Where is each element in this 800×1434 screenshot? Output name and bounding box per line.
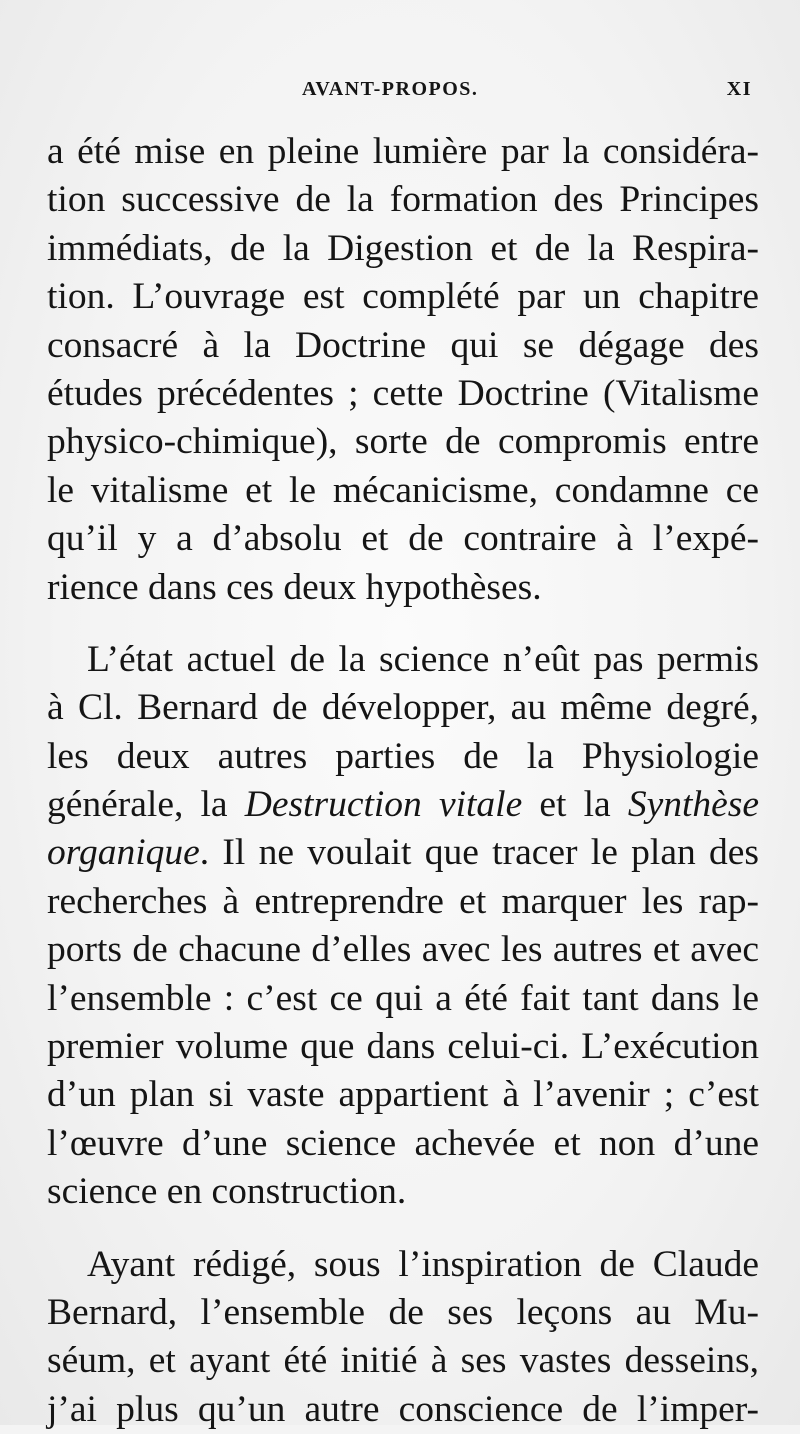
paragraph-3 [47, 1241, 759, 1434]
running-head [0, 78, 800, 102]
body-text [47, 128, 759, 1434]
text-line: séum, et ayant été initié à ses vastes desseins, [47, 1340, 759, 1382]
paragraph-1 [47, 128, 759, 612]
italic-term: Synthèse [627, 784, 760, 826]
text-line: l’ensemble : c’est ce qui a été fait tant dans le [47, 977, 759, 1019]
paragraph-gap [47, 612, 759, 636]
text-line: L’état actuel de la science n’eût pas permis [87, 638, 759, 680]
text-line: le vitalisme et le mécanicisme, condamne ce [47, 469, 759, 511]
text-line: consacré à la Doctrine qui se dégage des [47, 324, 759, 366]
text-line: j’ai plus qu’un autre conscience de l’imper- [47, 1388, 759, 1430]
text-line: immédiats, de la Digestion et de la Respira- [47, 227, 759, 269]
text-line: premier volume que dans celui-ci. L’exécution [47, 1026, 759, 1068]
paragraph-2 [47, 636, 759, 1217]
text-line: rience dans ces deux hypothèses. [47, 566, 542, 608]
text-line: les deux autres parties de la Physiologie [47, 735, 759, 777]
text-line: à Cl. Bernard de développer, au même degré, [47, 687, 759, 729]
text-segment: . Il ne voulait que tracer le plan des [199, 832, 759, 874]
text-line: qu’il y a d’absolu et de contraire à l’expé- [47, 518, 759, 560]
text-line: l’œuvre d’une science achevée et non d’une [47, 1122, 759, 1164]
text-line: ports de chacune d’elles avec les autres et avec [47, 929, 759, 971]
text-line: science en construction. [47, 1171, 407, 1213]
paragraph-gap [47, 1217, 759, 1241]
text-line: physico-chimique), sorte de compromis entre [47, 421, 759, 463]
text-line-with-italics [47, 829, 759, 877]
text-line: Bernard, l’ensemble de ses leçons au Mu- [47, 1291, 759, 1333]
running-title: AVANT-PROPOS. [302, 78, 479, 100]
text-line: recherches à entreprendre et marquer les rap- [47, 880, 759, 922]
text-line: études précédentes ; cette Doctrine (Vitalisme [47, 372, 759, 414]
text-line: tion. L’ouvrage est complété par un chapitre [47, 276, 759, 318]
text-line: a été mise en pleine lumière par la considéra- [47, 131, 759, 172]
italic-term: Destruction vitale [244, 784, 523, 826]
text-segment: et la [539, 784, 611, 826]
text-line: d’un plan si vaste appartient à l’avenir ; c’est [47, 1074, 759, 1116]
text-line: tion successive de la formation des Principes [47, 179, 759, 221]
text-segment: générale, la [47, 784, 228, 826]
text-line: Ayant rédigé, sous l’inspiration de Claude [87, 1243, 759, 1285]
italic-term: organique [47, 832, 200, 874]
text-line-with-italics [47, 781, 759, 829]
page-number: XI [726, 78, 752, 100]
